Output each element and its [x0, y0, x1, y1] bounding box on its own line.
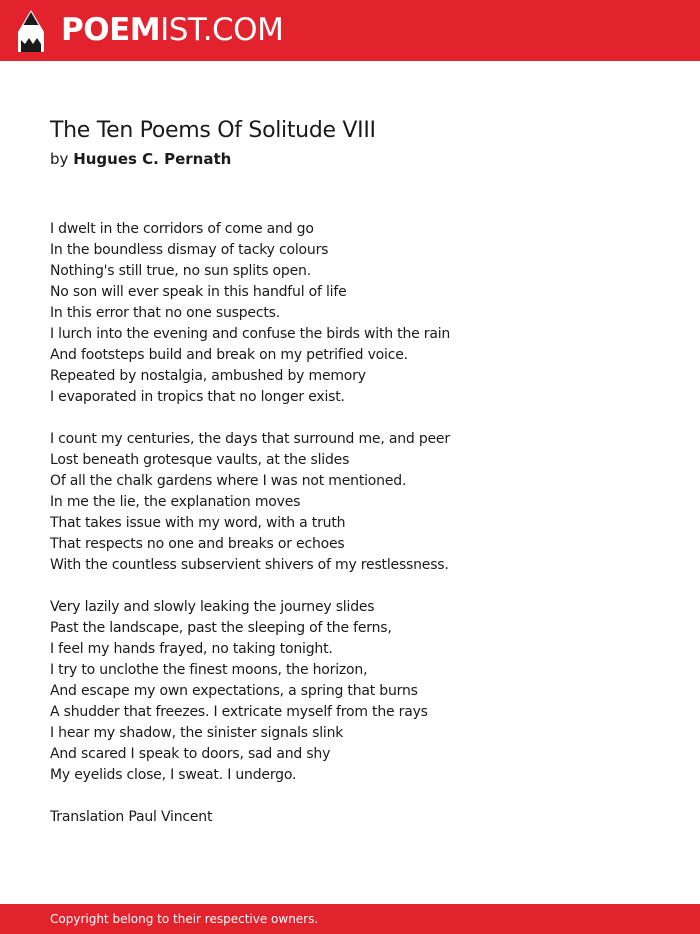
- poem-line: In this error that no one suspects.: [50, 305, 280, 321]
- poem-line: A shudder that freezes. I extricate myself from the rays: [50, 704, 428, 720]
- header-bar: [0, 0, 700, 61]
- pencil-tip-icon[interactable]: [18, 10, 44, 52]
- poem-byline: [50, 149, 231, 169]
- poem-line: I evaporated in tropics that no longer exist.: [50, 389, 345, 405]
- site-logo[interactable]: [61, 12, 283, 48]
- poem-line: And footsteps build and break on my petrified voice.: [50, 347, 408, 363]
- poem-line: Nothing's still true, no sun splits open.: [50, 263, 311, 279]
- poem-line: And escape my own expectations, a spring that burns: [50, 683, 418, 699]
- poem-title: The Ten Poems Of Solitude VIII: [50, 118, 376, 143]
- logo-text-light: IST.COM: [160, 12, 284, 48]
- poem-line: Of all the chalk gardens where I was not mentioned.: [50, 473, 407, 489]
- stanza: [50, 429, 670, 576]
- poem-line: No son will ever speak in this handful of life: [50, 284, 347, 300]
- poem-line: Repeated by nostalgia, ambushed by memory: [50, 368, 366, 384]
- poem-line: I count my centuries, the days that surround me, and peer: [50, 431, 450, 447]
- poem-line: With the countless subservient shivers of my restlessness.: [50, 557, 449, 573]
- poem-line: I lurch into the evening and confuse the birds with the rain: [50, 326, 451, 342]
- stanza: [50, 219, 670, 408]
- poem-line: I feel my hands frayed, no taking tonight.: [50, 641, 333, 657]
- footer-bar: [0, 904, 700, 934]
- poem-line: Very lazily and slowly leaking the journey slides: [50, 599, 375, 615]
- poem-line: Lost beneath grotesque vaults, at the slides: [50, 452, 350, 468]
- copyright-notice: Copyright belong to their respective owners.: [50, 912, 319, 926]
- translation-credit: [50, 807, 670, 828]
- translator-line: Translation Paul Vincent: [50, 809, 213, 825]
- poem-line: In the boundless dismay of tacky colours: [50, 242, 329, 258]
- logo-text-bold: POEM: [61, 12, 161, 48]
- poem-line: My eyelids close, I sweat. I undergo.: [50, 767, 297, 783]
- poem-line: That respects no one and breaks or echoes: [50, 536, 345, 552]
- poem-line: That takes issue with my word, with a truth: [50, 515, 346, 531]
- stanza: [50, 597, 670, 786]
- poem-line: I hear my shadow, the sinister signals slink: [50, 725, 344, 741]
- author-name: Hugues C. Pernath: [73, 150, 232, 168]
- by-label: by: [50, 150, 69, 168]
- poem-body: [50, 219, 670, 849]
- poem-line: And scared I speak to doors, sad and shy: [50, 746, 331, 762]
- poem-line: I try to unclothe the finest moons, the horizon,: [50, 662, 368, 678]
- poem-line: I dwelt in the corridors of come and go: [50, 221, 314, 237]
- poem-line: In me the lie, the explanation moves: [50, 494, 301, 510]
- poem-line: Past the landscape, past the sleeping of the ferns,: [50, 620, 392, 636]
